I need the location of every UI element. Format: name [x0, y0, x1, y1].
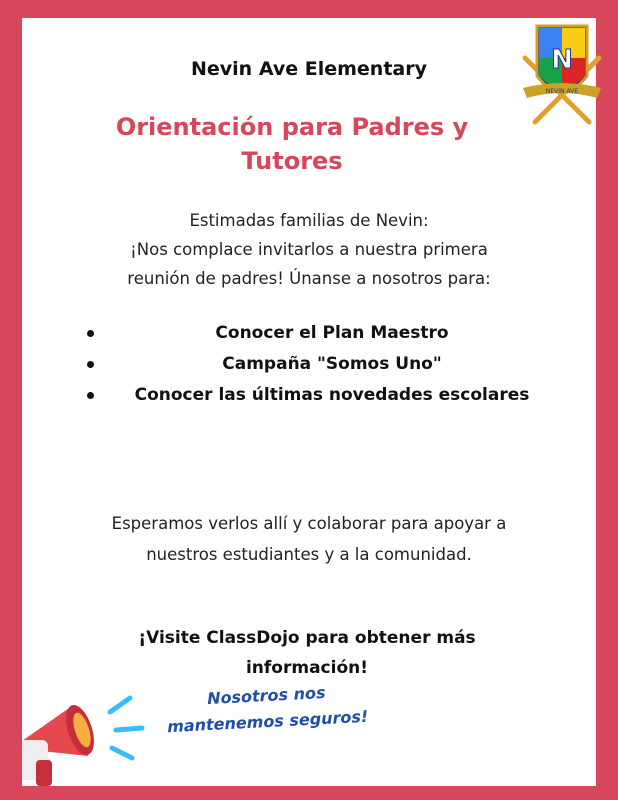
safe-line: Nosotros nos: [206, 682, 326, 709]
flyer-page: [22, 18, 596, 786]
title-line: Orientación para Padres y: [115, 113, 469, 141]
intro-line: ¡Nos complace invitarlos a nuestra primera: [130, 240, 488, 259]
stay-safe-text: [146, 677, 388, 741]
safe-line: mantenemos seguros!: [166, 706, 369, 737]
closing-line: Esperamos verlos allí y colaborar para apoyar a: [111, 514, 507, 533]
intro-line: reunión de padres! Únanse a nosotros para:: [127, 269, 491, 288]
flyer-title: [82, 110, 502, 178]
classdojo-cta: [102, 623, 512, 683]
svg-text:NEVIN AVE: NEVIN AVE: [545, 88, 579, 95]
agenda-item-label: Conocer el Plan Maestro: [215, 323, 449, 343]
school-name: Nevin Ave Elementary: [191, 58, 427, 80]
intro-line: Estimadas familias de Nevin:: [189, 211, 429, 230]
bullet-icon: [87, 361, 94, 368]
agenda-list: [77, 318, 547, 411]
school-crest-icon: [517, 18, 607, 128]
intro-text: [52, 206, 566, 293]
title-line: Tutores: [241, 147, 343, 175]
agenda-item: [77, 318, 547, 349]
agenda-item: [77, 380, 547, 411]
svg-text:N: N: [551, 45, 573, 75]
cta-line: información!: [245, 658, 368, 678]
agenda-item: [77, 349, 547, 380]
bullet-icon: [87, 392, 94, 399]
closing-line: nuestros estudiantes y a la comunidad.: [146, 545, 472, 564]
agenda-item-label: Campaña "Somos Uno": [222, 354, 442, 374]
cta-line: ¡Visite ClassDojo para obtener más: [138, 628, 476, 648]
closing-text: [52, 508, 566, 570]
megaphone-icon: [22, 678, 152, 786]
agenda-item-label: Conocer las últimas novedades escolares: [134, 385, 530, 405]
bullet-icon: [87, 330, 94, 337]
